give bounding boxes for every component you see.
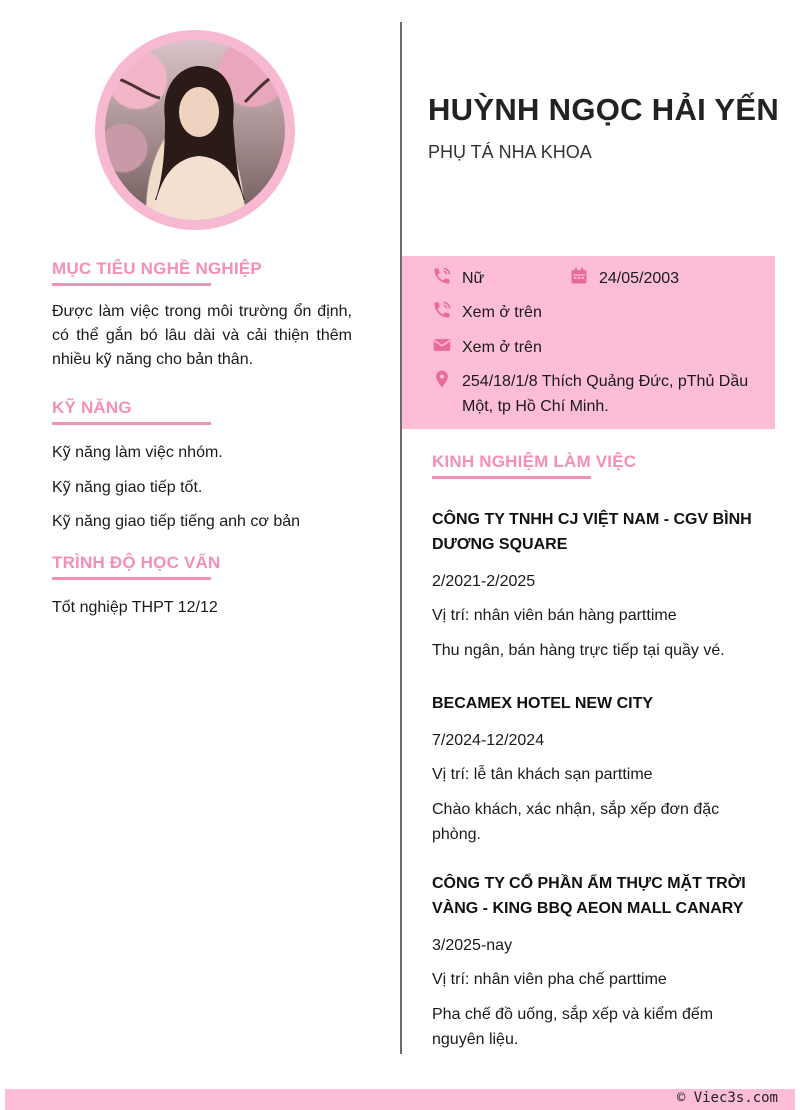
skill-item: Kỹ năng làm việc nhóm. xyxy=(52,444,223,461)
skills-underline xyxy=(52,422,211,425)
experience-heading: KINH NGHIỆM LÀM VIỆC xyxy=(432,452,637,471)
candidate-title: PHỤ TÁ NHA KHOA xyxy=(428,142,592,162)
job-position: Vị trí: nhân viên pha chế parttime xyxy=(432,971,667,988)
job-position: Vị trí: nhân viên bán hàng parttime xyxy=(432,607,677,624)
skill-item: Kỹ năng giao tiếp tốt. xyxy=(52,479,203,496)
phone-icon xyxy=(432,300,452,320)
mail-icon xyxy=(432,335,452,355)
footer-credit: © Viec3s.com xyxy=(676,1090,778,1106)
skills-heading: KỸ NĂNG xyxy=(52,398,132,417)
education-heading: TRÌNH ĐỘ HỌC VẤN xyxy=(52,553,221,572)
address-value: 254/18/1/8 Thích Quảng Đức, pThủ Dầu Một, tp Hồ Chí Minh. xyxy=(462,373,749,415)
gender-value: Nữ xyxy=(462,270,485,287)
email-value: Xem ở trên xyxy=(462,339,542,356)
birthdate-value: 24/05/2003 xyxy=(599,270,680,287)
job-period: 2/2021-2/2025 xyxy=(432,573,536,590)
skill-item: Kỹ năng giao tiếp tiếng anh cơ bản xyxy=(52,513,301,530)
job-period: 3/2025-nay xyxy=(432,937,513,954)
experience-underline xyxy=(432,476,591,479)
phone-icon xyxy=(432,266,452,286)
location-pin-icon xyxy=(432,369,452,389)
objective-underline xyxy=(52,283,211,286)
job-description: Thu ngân, bán hàng trực tiếp tại quầy vé. xyxy=(432,642,725,659)
job-company: BECAMEX HOTEL NEW CITY xyxy=(432,695,654,712)
job-company: CÔNG TY TNHH CJ VIỆT NAM - CGV BÌNH DƯƠNG SQUARE xyxy=(432,511,752,553)
education-text: Tốt nghiệp THPT 12/12 xyxy=(52,599,218,616)
objective-text: Được làm việc trong môi trường ổn định, có thể gắn bó lâu dài và cải thiện thêm nhiều kỹ năng cho bản thân. xyxy=(52,303,352,368)
avatar xyxy=(105,40,285,220)
calendar-icon xyxy=(569,266,589,286)
job-period: 7/2024-12/2024 xyxy=(432,732,545,749)
job-description: Chào khách, xác nhận, sắp xếp đơn đặc phòng. xyxy=(432,801,720,843)
portrait-photo xyxy=(105,40,285,220)
candidate-name: HUỲNH NGỌC HẢI YẾN xyxy=(428,92,780,127)
job-description: Pha chế đồ uống, sắp xếp và kiểm đếm nguyên liệu. xyxy=(432,1006,714,1048)
avatar-frame xyxy=(95,30,295,230)
education-underline xyxy=(52,577,211,580)
job-company: CÔNG TY CỔ PHẦN ẨM THỰC MẶT TRỜI VÀNG - KING BBQ AEON MALL CANARY xyxy=(432,875,746,917)
phone-value: Xem ở trên xyxy=(462,304,542,321)
column-divider xyxy=(400,22,402,1054)
job-position: Vị trí: lễ tân khách sạn parttime xyxy=(432,766,653,783)
objective-heading: MỤC TIÊU NGHỀ NGHIỆP xyxy=(52,259,262,278)
